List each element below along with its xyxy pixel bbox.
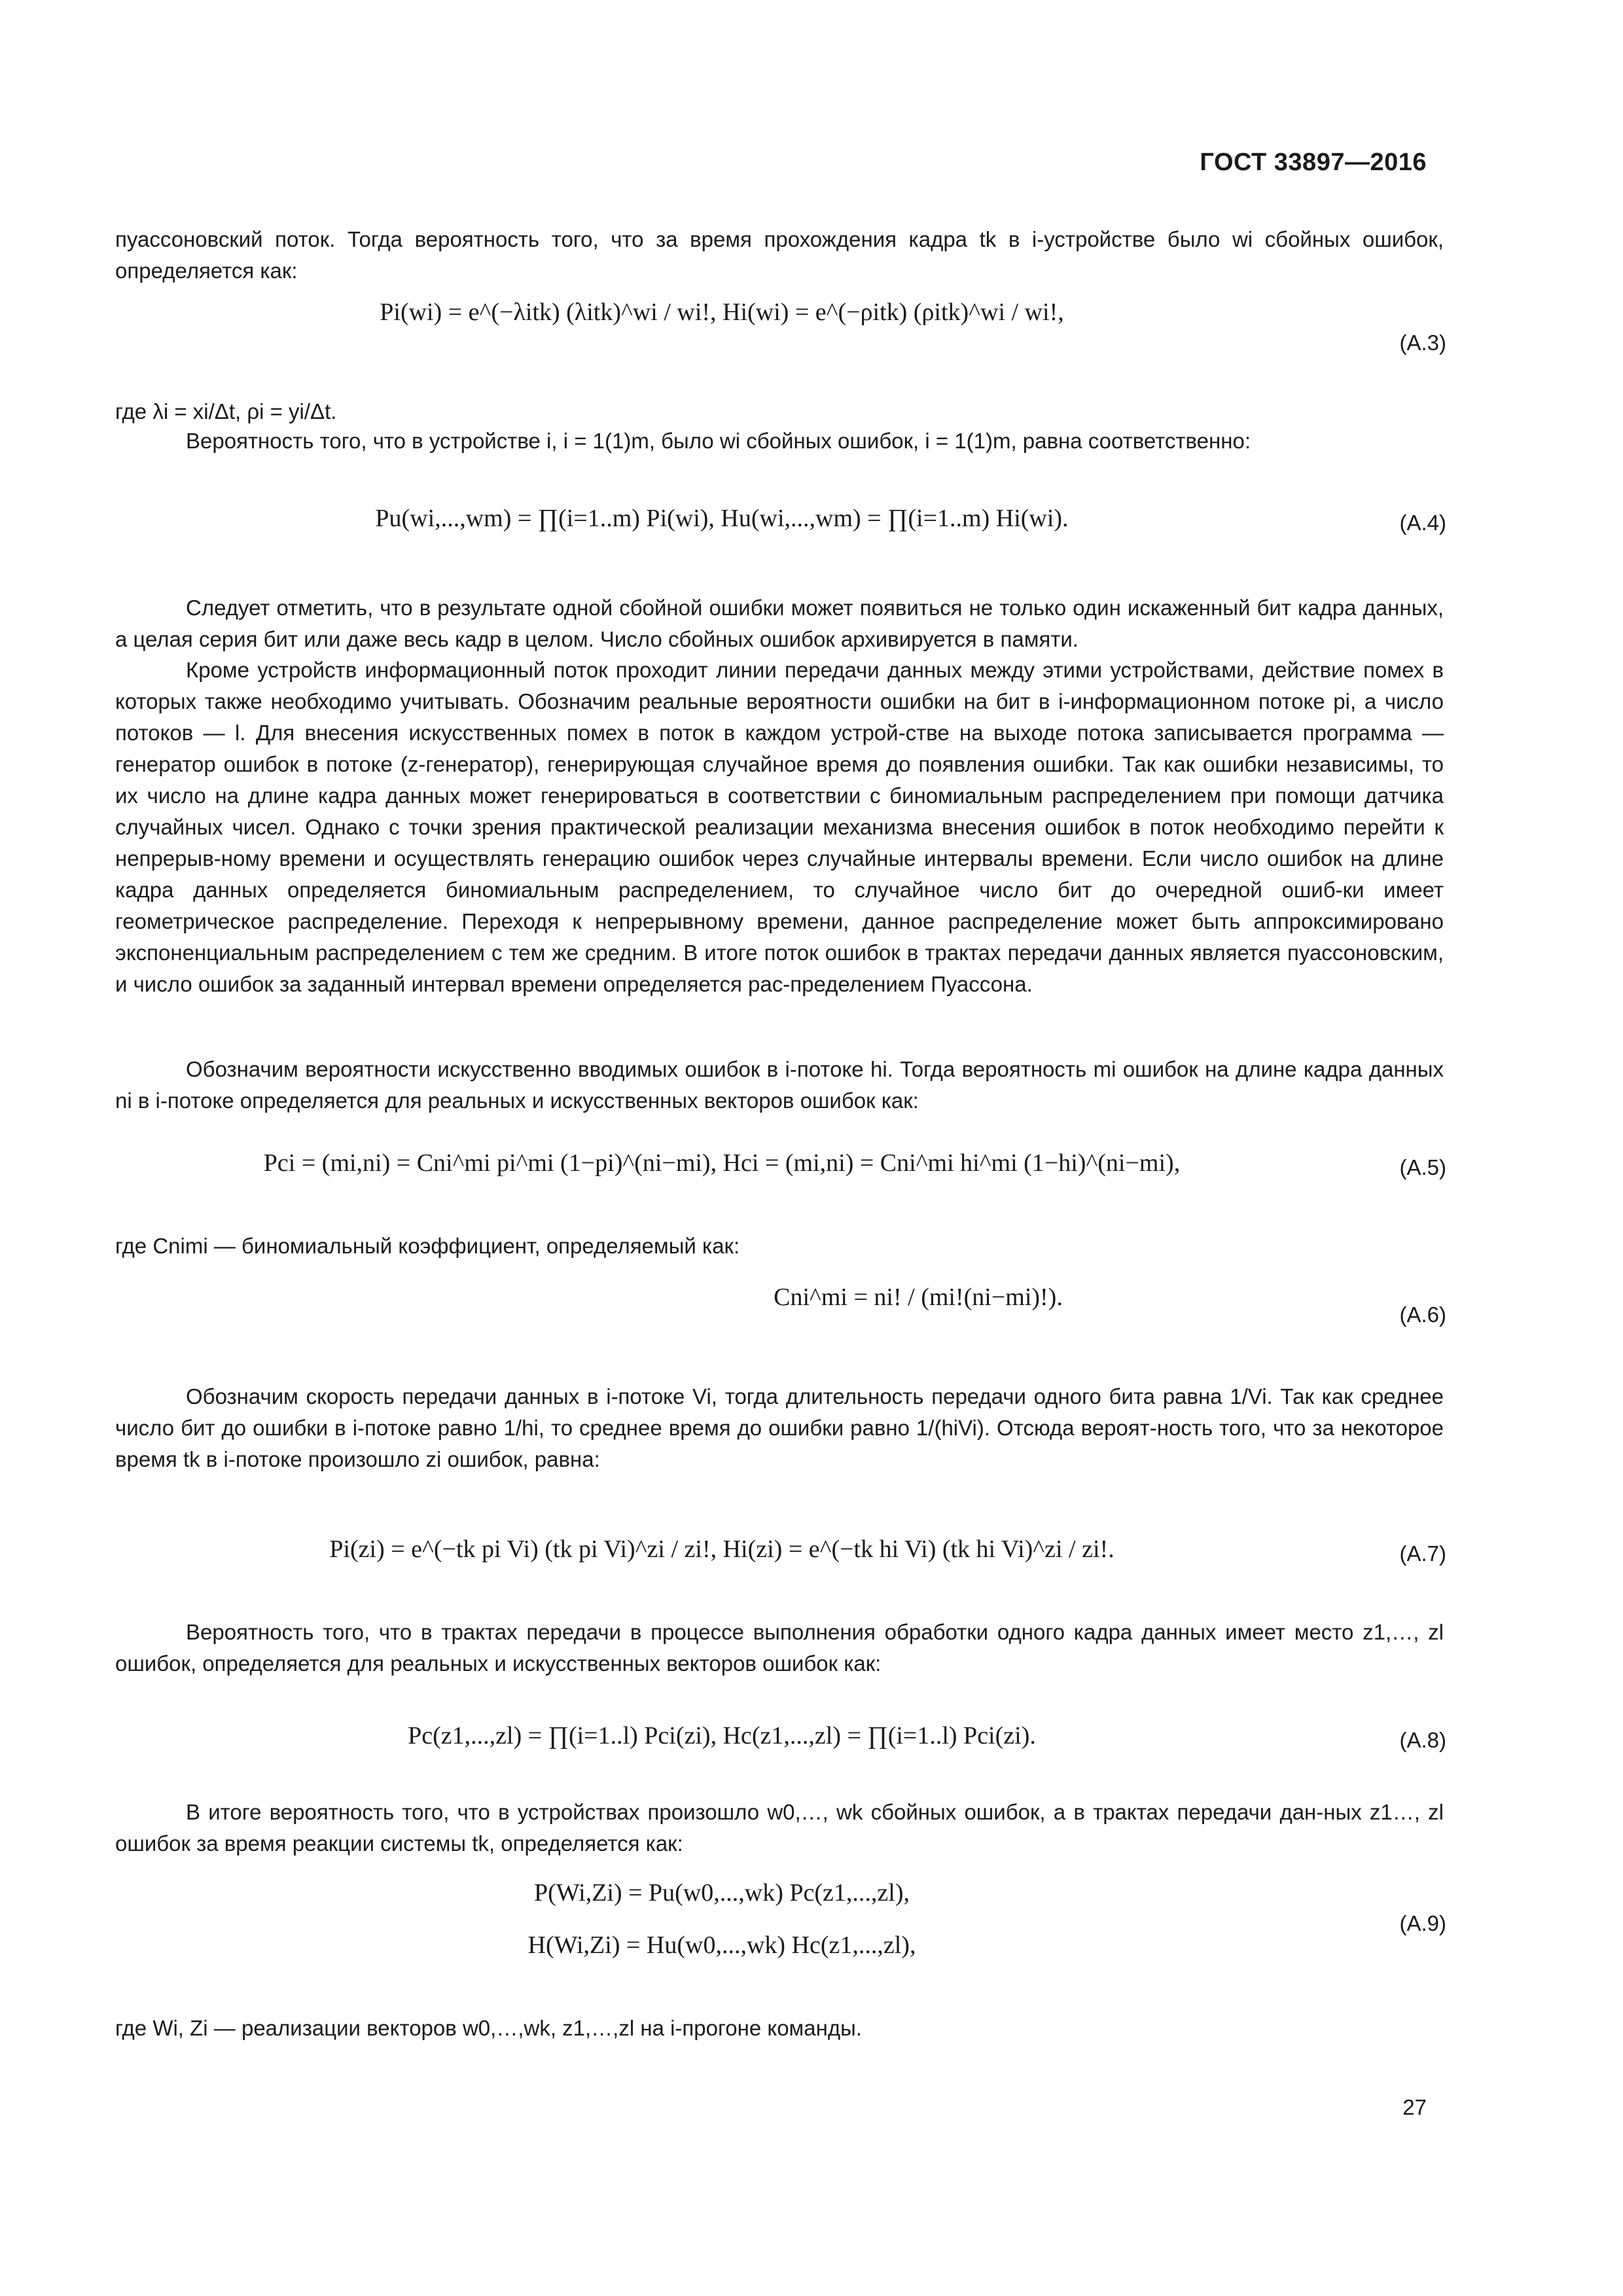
where-lambda-rho: где λi = xi/Δt, ρi = yi/Δt. — [115, 399, 337, 423]
equation-number-a9: (А.9) — [1399, 1911, 1446, 1935]
equation-number-a4: (А.4) — [1399, 511, 1446, 535]
equation-number-a5: (А.5) — [1399, 1155, 1446, 1179]
equation-a4 — [0, 504, 1444, 533]
paragraph-2: Вероятность того, что в устройстве i, i = 1(1)m, было wi сбойных ошибок, i = 1(1)m, равна соответственно: — [186, 429, 1251, 453]
equation-a9-line2 — [0, 1931, 1444, 1960]
equation-number-a7: (А.7) — [1399, 1541, 1446, 1566]
equation-a8-body: Pc(z1,...,zl) = ∏(i=1..l) Pci(zi), Hc(z1,...,zl) = ∏(i=1..l) Pci(zi). — [408, 1722, 1036, 1749]
paragraph-1: пуассоновский поток. Тогда вероятность того, что за время прохождения кадра tk в i-устройстве было wi сбойных ошибок, определяется как: — [115, 227, 1444, 283]
equation-number-a8: (А.8) — [1399, 1728, 1446, 1752]
paragraph-8: В итоге вероятность того, что в устройствах произошло w0,…, wk сбойных ошибок, а в трактах передачи дан-ных z1…, zl ошибок за время реакции системы tk, определяется как: — [115, 1800, 1444, 1856]
where-vectors: где Wi, Zi — реализации векторов w0,…,wk, z1,…,zl на i-прогоне команды. — [115, 2016, 862, 2040]
paragraph-6: Обозначим скорость передачи данных в i-потоке Vi, тогда длительность передачи одного бита равна 1/Vi. Так как среднее число бит до ошибки в i-потоке равно 1/hi, то среднее время до ошибки равно 1/(hiVi). Отсюда вероят-ность того, что за некоторое время tk в i-потоке произошло zi ошибок, равна: — [115, 1384, 1444, 1471]
equation-a7 — [0, 1535, 1444, 1564]
paragraph-5: Обозначим вероятности искусственно вводимых ошибок в i-потоке hi. Тогда вероятность mi ошибок на длине кадра данных ni в i-потоке определяется для реальных и искусственных векторов ошибок как: — [115, 1057, 1444, 1113]
equation-a4-body: Pu(wi,...,wm) = ∏(i=1..m) Pi(wi), Hu(wi,...,wm) = ∏(i=1..m) Hi(wi). — [375, 505, 1069, 532]
document-header: ГОСТ 33897—2016 — [1200, 149, 1427, 176]
paragraph-7: Вероятность того, что в трактах передачи в процессе выполнения обработки одного кадра данных имеет место z1,…, zl ошибок, определяется для реальных и искусственных векторов ошибок как: — [115, 1620, 1444, 1676]
where-binomial: где Cnimi — биномиальный коэффициент, определяемый как: — [115, 1234, 740, 1258]
page-number: 27 — [1402, 2095, 1427, 2119]
equation-a6-body: Cni^mi = ni! / (mi!(ni−mi)!). — [774, 1283, 1063, 1311]
paragraph-4: Кроме устройств информационный поток проходит линии передачи данных между этими устройствами, действие помех в которых также необходимо учитывать. Обозначим реальные вероятности ошибки на бит в i-информационном потоке pi, а число потоков — l. Для внесения искусственных помех в поток в каждом устрой-стве на выходе потока записывается программа — генератор ошибок в потоке (z-генератор), генерирующая случайное время до появления ошибки. Так как ошибки независимы, то их число на длине кадра данных может генерироваться в соответствии с биномиальным распределением при помощи датчика случайных чисел. Однако с точки зрения практической реализации механизма внесения ошибок в поток необходимо перейти к непрерыв-ному времени и осуществлять генерацию ошибок через случайные интервалы времени. Если число ошибок на длине кадра данных определяется биномиальным распределением, то случайное число бит до очередной ошиб-ки имеет геометрическое распределение. Переходя к непрерывному времени, данное распределение может быть аппроксимировано экспоненциальным распределением с тем же средним. В итоге поток ошибок в трактах передачи данных является пуассоновским, и число ошибок за заданный интервал времени определяется рас-пределением Пуассона. — [115, 658, 1444, 996]
equation-a9-line1 — [0, 1878, 1444, 1907]
equation-a7-body: Pi(zi) = e^(−tk pi Vi) (tk pi Vi)^zi / zi!, Hi(zi) = e^(−tk hi Vi) (tk hi Vi)^zi / zi!. — [329, 1535, 1115, 1563]
equation-a9-line1-body: P(Wi,Zi) = Pu(w0,...,wk) Pc(z1,...,zl), — [534, 1879, 910, 1907]
equation-number-a6: (А.6) — [1399, 1302, 1446, 1327]
paragraph-3: Следует отметить, что в результате одной сбойной ошибки может появиться не только один искаженный бит кадра данных, а целая серия бит или даже весь кадр в целом. Число сбойных ошибок архивируется в памяти. — [115, 596, 1444, 651]
equation-a3 — [0, 298, 1444, 327]
equation-a9-line2-body: H(Wi,Zi) = Hu(w0,...,wk) Hc(z1,...,zl), — [527, 1931, 916, 1959]
equation-a8 — [0, 1721, 1444, 1750]
equation-a5 — [0, 1149, 1444, 1177]
equation-a5-body: Pci = (mi,ni) = Cni^mi pi^mi (1−pi)^(ni−mi), Hci = (mi,ni) = Cni^mi hi^mi (1−hi)^(ni−mi), — [263, 1149, 1181, 1177]
equation-a3-body: Pi(wi) = e^(−λitk) (λitk)^wi / wi!, Hi(wi) = e^(−ρitk) (ρitk)^wi / wi!, — [380, 298, 1064, 326]
equation-number-a3: (А.3) — [1399, 331, 1446, 355]
